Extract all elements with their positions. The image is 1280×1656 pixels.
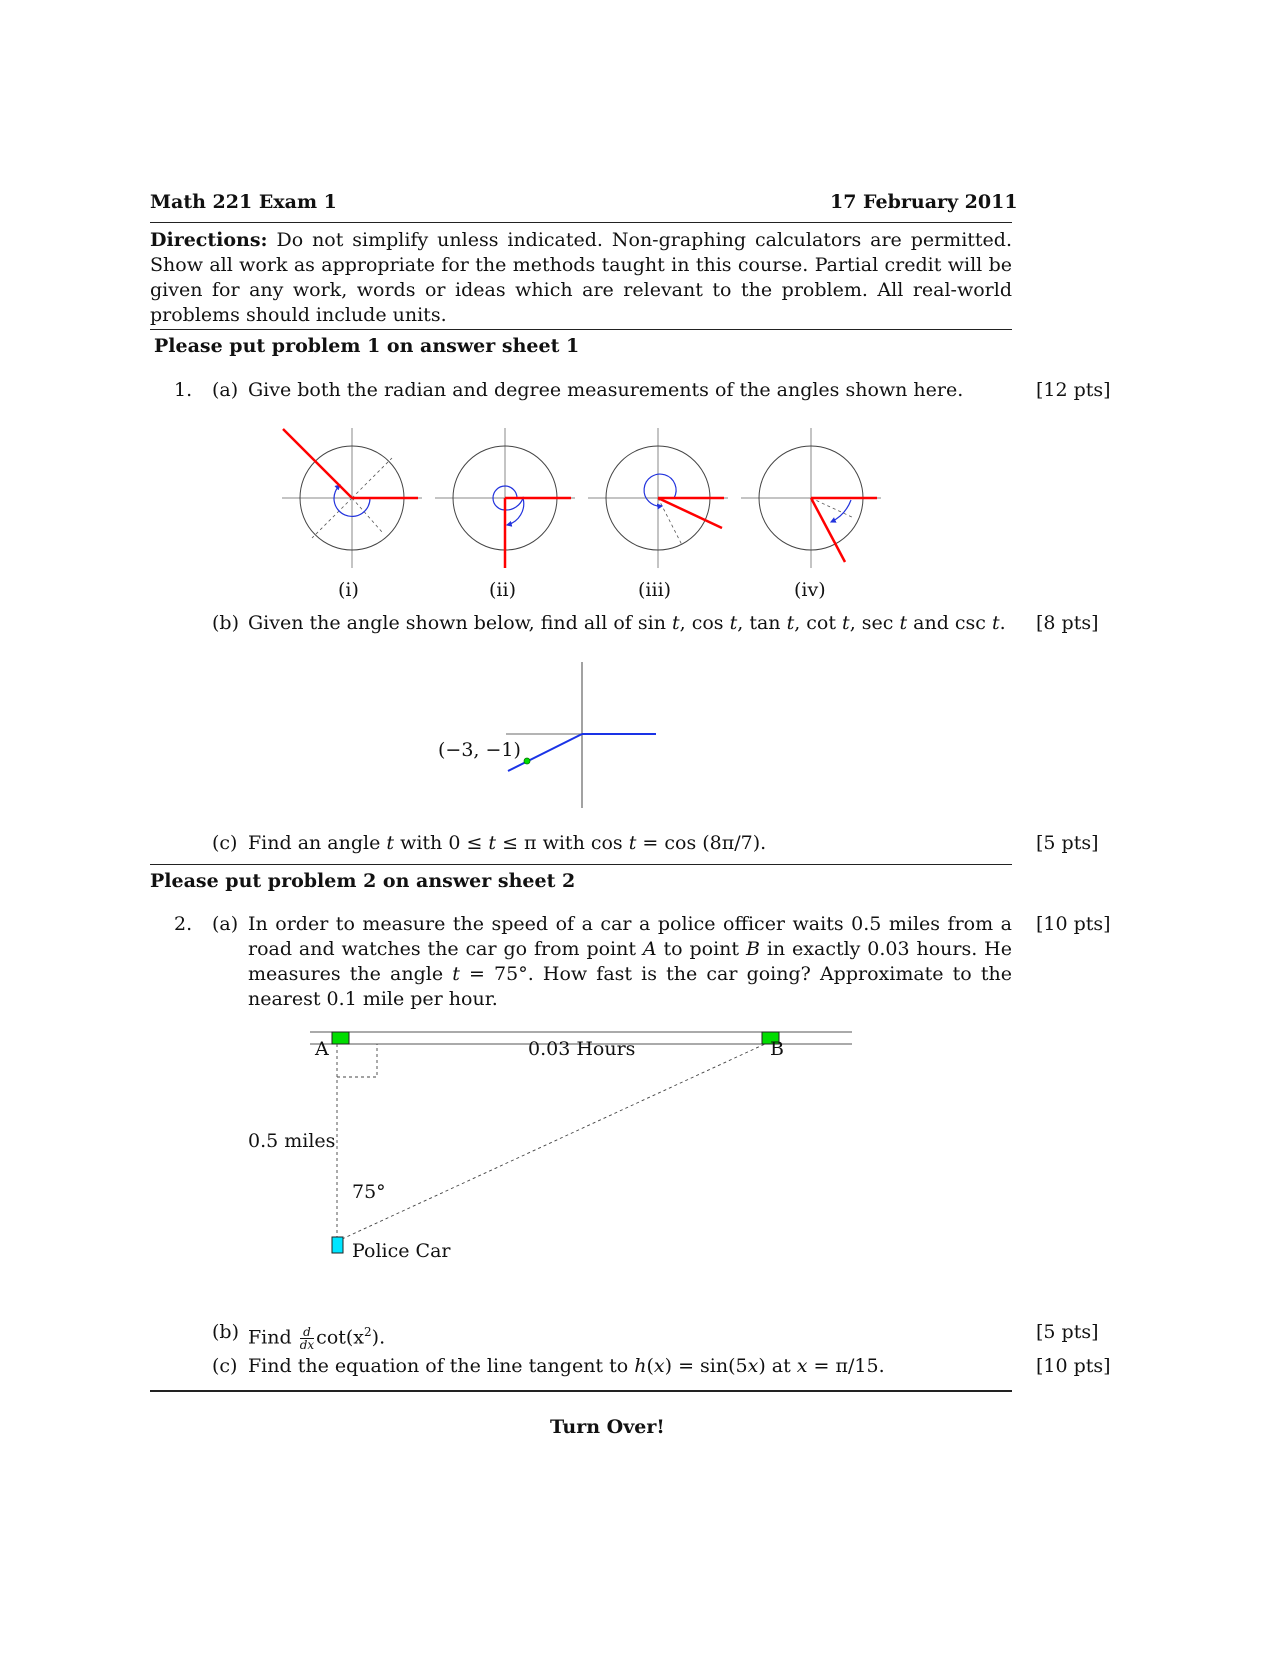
problem1c-text: Find an angle t with 0 ≤ t ≤ π with cos t = cos (8π/7). xyxy=(248,832,767,854)
figure-label-i: (i) xyxy=(338,579,359,601)
police-car-label: Police Car xyxy=(352,1240,451,1262)
problem2c-text: Find the equation of the line tangent to h(x) = sin(5x) at x = π/15. xyxy=(248,1355,885,1377)
problem1a-text: Give both the radian and degree measurements of the angles shown here. xyxy=(248,379,964,401)
directions-label: Directions: xyxy=(150,229,268,251)
problem2a-text: In order to measure the speed of a car a police officer waits 0.5 miles from a road and watches the car go from point A to point B in exactly 0.03 hours. He measures the angle t = 75°. How fast is the car going? Approximate to the nearest 0.1 mile per hour. xyxy=(248,913,1012,1010)
exam-date: 17 February 2011 xyxy=(830,191,1018,213)
unit-circle-iii xyxy=(588,428,728,568)
problem2a-points: [10 pts] xyxy=(1036,913,1111,935)
angle-label: 75° xyxy=(352,1181,386,1203)
distance-label: 0.5 miles xyxy=(248,1130,336,1152)
section1-heading: Please put problem 1 on answer sheet 1 xyxy=(154,335,580,357)
problem1b-text: Given the angle shown below, find all of sin t, cos t, tan t, cot t, sec t and csc t. xyxy=(248,612,1006,634)
course-title: Math 221 Exam 1 xyxy=(150,191,337,213)
problem1b-label: (b) xyxy=(212,612,239,634)
turn-over: Turn Over! xyxy=(550,1416,665,1438)
problem1b-points: [8 pts] xyxy=(1036,612,1099,634)
angle-figure xyxy=(500,660,670,810)
end-rule xyxy=(150,1390,1012,1392)
section1-rule xyxy=(150,329,1012,330)
point-a-label: A xyxy=(315,1038,329,1060)
problem2c-label: (c) xyxy=(212,1355,238,1377)
directions xyxy=(150,228,1012,328)
problem2b-text: Find $\frac{d}{dx}$ $\cot(x^2)$. xyxy=(248,1324,386,1352)
problem1-number: 1. xyxy=(174,379,193,401)
problem2b-points: [5 pts] xyxy=(1036,1321,1099,1343)
figure-label-ii: (ii) xyxy=(489,579,516,601)
problem1c-points: [5 pts] xyxy=(1036,832,1099,854)
problem1c-label: (c) xyxy=(212,832,238,854)
point-b-label: B xyxy=(770,1038,784,1060)
problem2b-label: (b) xyxy=(212,1321,239,1343)
police-car-box xyxy=(332,1237,343,1253)
problem1a-label: (a) xyxy=(212,379,239,401)
derivative-fraction: $\frac{d}{dx}$ xyxy=(299,1324,315,1352)
point-a-box xyxy=(332,1032,349,1044)
figure-label-iv: (iv) xyxy=(794,579,826,601)
unit-circle-i xyxy=(282,428,422,568)
figure-label-iii: (iii) xyxy=(638,579,672,601)
problem2a-label: (a) xyxy=(212,913,239,935)
time-label: 0.03 Hours xyxy=(528,1038,636,1060)
problem1a-points: [12 pts] xyxy=(1036,379,1111,401)
unit-circle-figures xyxy=(270,420,890,600)
problem2c-points: [10 pts] xyxy=(1036,1355,1111,1377)
section2-heading: Please put problem 2 on answer sheet 2 xyxy=(150,870,576,892)
header-rule xyxy=(150,222,1012,223)
point-label: (−3, −1) xyxy=(438,739,521,761)
problem2-number: 2. xyxy=(174,913,193,935)
directions-text: Do not simplify unless indicated. Non-graphing calculators are permitted. Show all work as appropriate for the methods taught in this course. Partial credit will be given for any work, words or ideas which are relevant to the problem. All real-world problems should include units. xyxy=(150,229,1012,326)
section2-rule xyxy=(150,864,1012,865)
unit-circle-iv xyxy=(741,428,881,568)
unit-circle-ii xyxy=(435,428,575,568)
